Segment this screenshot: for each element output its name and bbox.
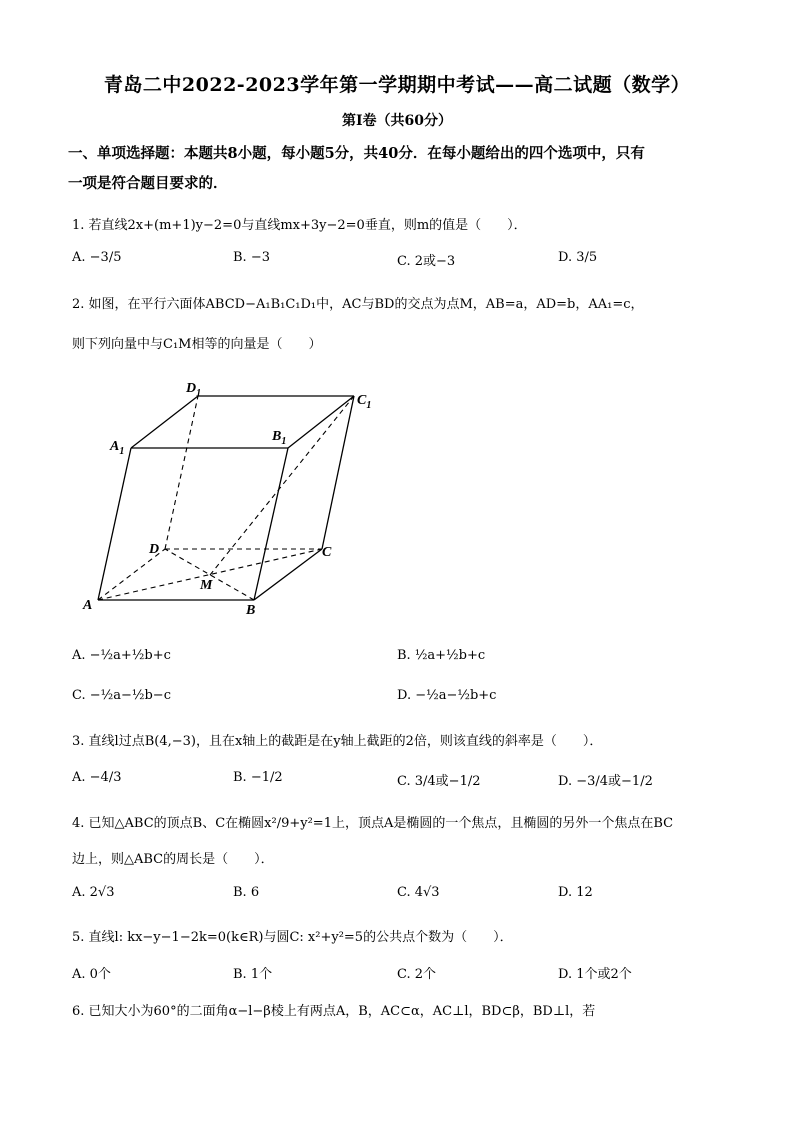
question-4-option-d: D. 12 bbox=[558, 885, 593, 900]
label-a1: $A_1$ bbox=[110, 439, 125, 457]
page-title: 青岛二中2022-2023学年第一学期期中考试——高二试题（数学） bbox=[103, 74, 691, 96]
question-2-stem-line1: 2. 如图，在平行六面体ABCD−A₁B₁C₁D₁中，AC与BD的交点为点M，AB=a，AD=b，AA₁=c， bbox=[72, 297, 644, 312]
question-1-option-b: B. −3 bbox=[233, 250, 270, 265]
question-2-stem-line2: 则下列向量中与C₁M相等的向量是（ ） bbox=[72, 337, 322, 352]
question-4-stem-line2: 边上，则△ABC的周长是（ ）． bbox=[72, 852, 274, 867]
question-2-option-d: D. −½a−½b+c bbox=[397, 688, 497, 703]
question-1-option-c: C. 2或−3 bbox=[397, 254, 456, 269]
question-1-option-a: A. −3/5 bbox=[72, 250, 122, 265]
question-6-stem: 6. 已知大小为60°的二面角α−l−β棱上有两点A，B，AC⊂α，AC⊥l，BD⊂β，BD⊥l，若 bbox=[72, 1004, 596, 1019]
question-3-option-a: A. −4/3 bbox=[72, 770, 122, 785]
question-1-stem: 1. 若直线2x+(m+1)y−2=0与直线mx+3y−2=0垂直，则m的值是（ ）． bbox=[72, 218, 527, 233]
question-3-option-c: C. 3/4或−1/2 bbox=[397, 774, 481, 789]
question-5-option-c: C. 2个 bbox=[397, 967, 437, 982]
label-m: M bbox=[200, 578, 213, 593]
question-5-option-a: A. 0个 bbox=[72, 967, 111, 982]
question-5-stem: 5. 直线l: kx−y−1−2k=0(k∈R)与圆C: x²+y²=5的公共点个数为（ ）． bbox=[72, 930, 513, 945]
question-3-option-b: B. −1/2 bbox=[233, 770, 283, 785]
question-5-option-b: B. 1个 bbox=[233, 967, 273, 982]
parallelepiped-figure bbox=[80, 372, 380, 622]
label-a: A bbox=[83, 598, 93, 613]
question-4-option-b: B. 6 bbox=[233, 885, 260, 900]
question-2-option-b: B. ½a+½b+c bbox=[397, 648, 486, 663]
section-heading-line1: 一、单项选择题：本题共8小题，每小题5分，共40分．在每小题给出的四个选项中，只有 bbox=[68, 145, 645, 162]
label-b: B bbox=[246, 603, 256, 618]
question-4-option-a: A. 2√3 bbox=[72, 885, 115, 900]
page-subtitle: 第Ⅰ卷（共60分） bbox=[341, 113, 453, 129]
question-4-stem-line1: 4. 已知△ABC的顶点B、C在椭圆x²/9+y²=1上，顶点A是椭圆的一个焦点，且椭圆的另外一个焦点在BC bbox=[72, 816, 674, 831]
question-5-option-d: D. 1个或2个 bbox=[558, 967, 632, 982]
question-2-option-a: A. −½a+½b+c bbox=[72, 648, 171, 663]
label-c: C bbox=[322, 545, 332, 560]
question-2-option-c: C. −½a−½b−c bbox=[72, 688, 171, 703]
section-heading-line2: 一项是符合题目要求的． bbox=[68, 175, 228, 192]
question-3-stem: 3. 直线l过点B(4,−3)，且在x轴上的截距是在y轴上截距的2倍，则该直线的斜率是（ ）． bbox=[72, 734, 603, 749]
label-d: D bbox=[149, 542, 160, 557]
label-c1: $C_1$ bbox=[357, 393, 372, 411]
question-4-option-c: C. 4√3 bbox=[397, 885, 440, 900]
label-d1: $D_1$ bbox=[186, 381, 202, 399]
question-1-option-d: D. 3/5 bbox=[558, 250, 598, 265]
question-3-option-d: D. −3/4或−1/2 bbox=[558, 774, 653, 789]
solid-edges bbox=[98, 396, 354, 600]
label-b1: $B_1$ bbox=[272, 429, 287, 447]
